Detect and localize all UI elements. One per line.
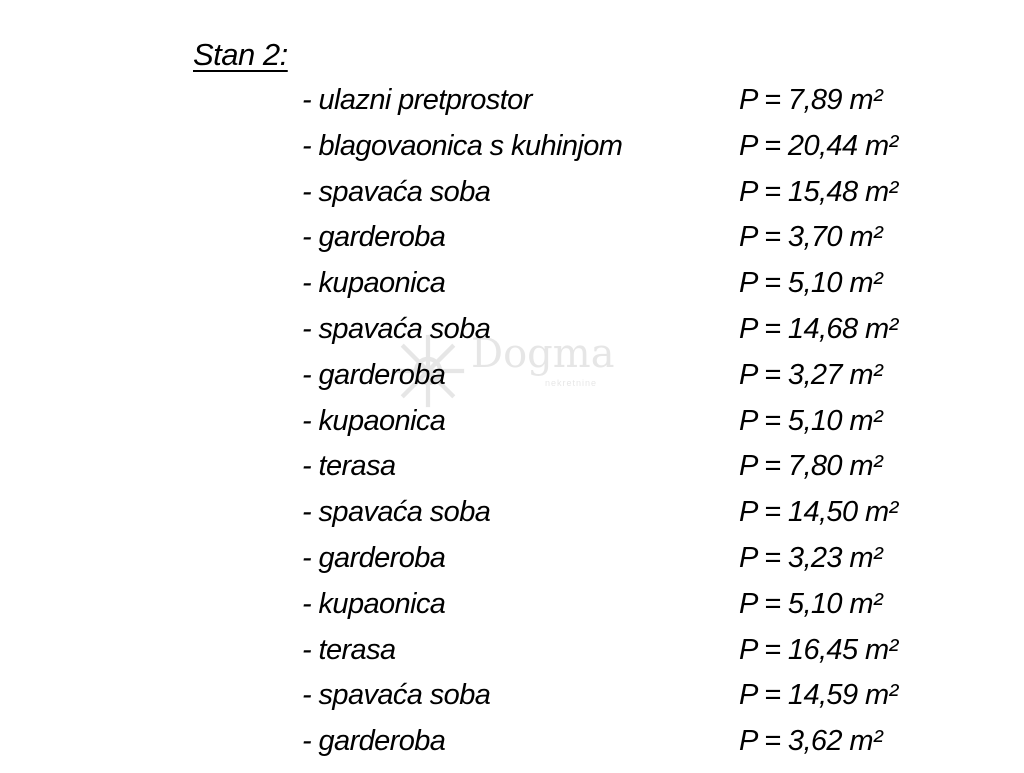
room-area: P = 14,59 m² [739, 679, 898, 712]
room-row [0, 86, 1024, 132]
apartment-heading: Stan 2: [193, 37, 288, 72]
watermark-tagline: nekretnine [545, 378, 598, 388]
room-area: P = 14,68 m² [739, 312, 898, 345]
room-name: - kupaonica [302, 587, 446, 620]
room-name: - garderoba [302, 221, 446, 254]
room-name: - blagovaonica s kuhinjom [302, 129, 623, 162]
room-name: - spavaća soba [302, 679, 491, 712]
room-area: P = 3,62 m² [739, 725, 883, 758]
room-area: P = 15,48 m² [739, 175, 898, 208]
room-name: - garderoba [302, 541, 446, 574]
room-row [0, 727, 1024, 773]
room-area: P = 3,27 m² [739, 358, 883, 391]
room-name: - spavaća soba [302, 312, 491, 345]
room-area: P = 5,10 m² [739, 587, 883, 620]
room-row [0, 269, 1024, 315]
room-name: - ulazni pretprostor [302, 84, 532, 116]
room-row [0, 587, 1024, 636]
room-area: P = 5,10 m² [739, 267, 883, 300]
room-row [0, 681, 1024, 727]
room-area: P = 14,50 m² [739, 496, 898, 529]
room-row [0, 358, 1024, 407]
room-area-list [0, 86, 1024, 773]
room-name: - spavaća soba [302, 496, 491, 529]
room-area: P = 5,10 m² [739, 404, 883, 437]
room-name: - spavaća soba [302, 175, 491, 208]
room-row [0, 312, 1024, 361]
room-area: P = 3,23 m² [739, 541, 883, 574]
room-name: - garderoba [302, 358, 446, 391]
room-row [0, 633, 1024, 682]
room-area: P = 7,89 m² [739, 84, 883, 116]
room-area: P = 3,70 m² [739, 221, 883, 254]
room-row [0, 498, 1024, 544]
room-row [0, 452, 1024, 498]
room-area: P = 16,45 m² [739, 633, 898, 666]
room-name: - terasa [302, 450, 396, 483]
room-name: - kupaonica [302, 404, 446, 437]
room-name: - terasa [302, 633, 396, 666]
room-row [0, 223, 1024, 269]
room-row [0, 404, 1024, 453]
room-area: P = 20,44 m² [739, 129, 898, 162]
room-name: - garderoba [302, 725, 446, 758]
room-row [0, 541, 1024, 590]
watermark-brand: Dogma [471, 331, 615, 377]
room-name: - kupaonica [302, 267, 446, 300]
room-area: P = 7,80 m² [739, 450, 883, 483]
room-row [0, 129, 1024, 178]
room-row [0, 175, 1024, 224]
